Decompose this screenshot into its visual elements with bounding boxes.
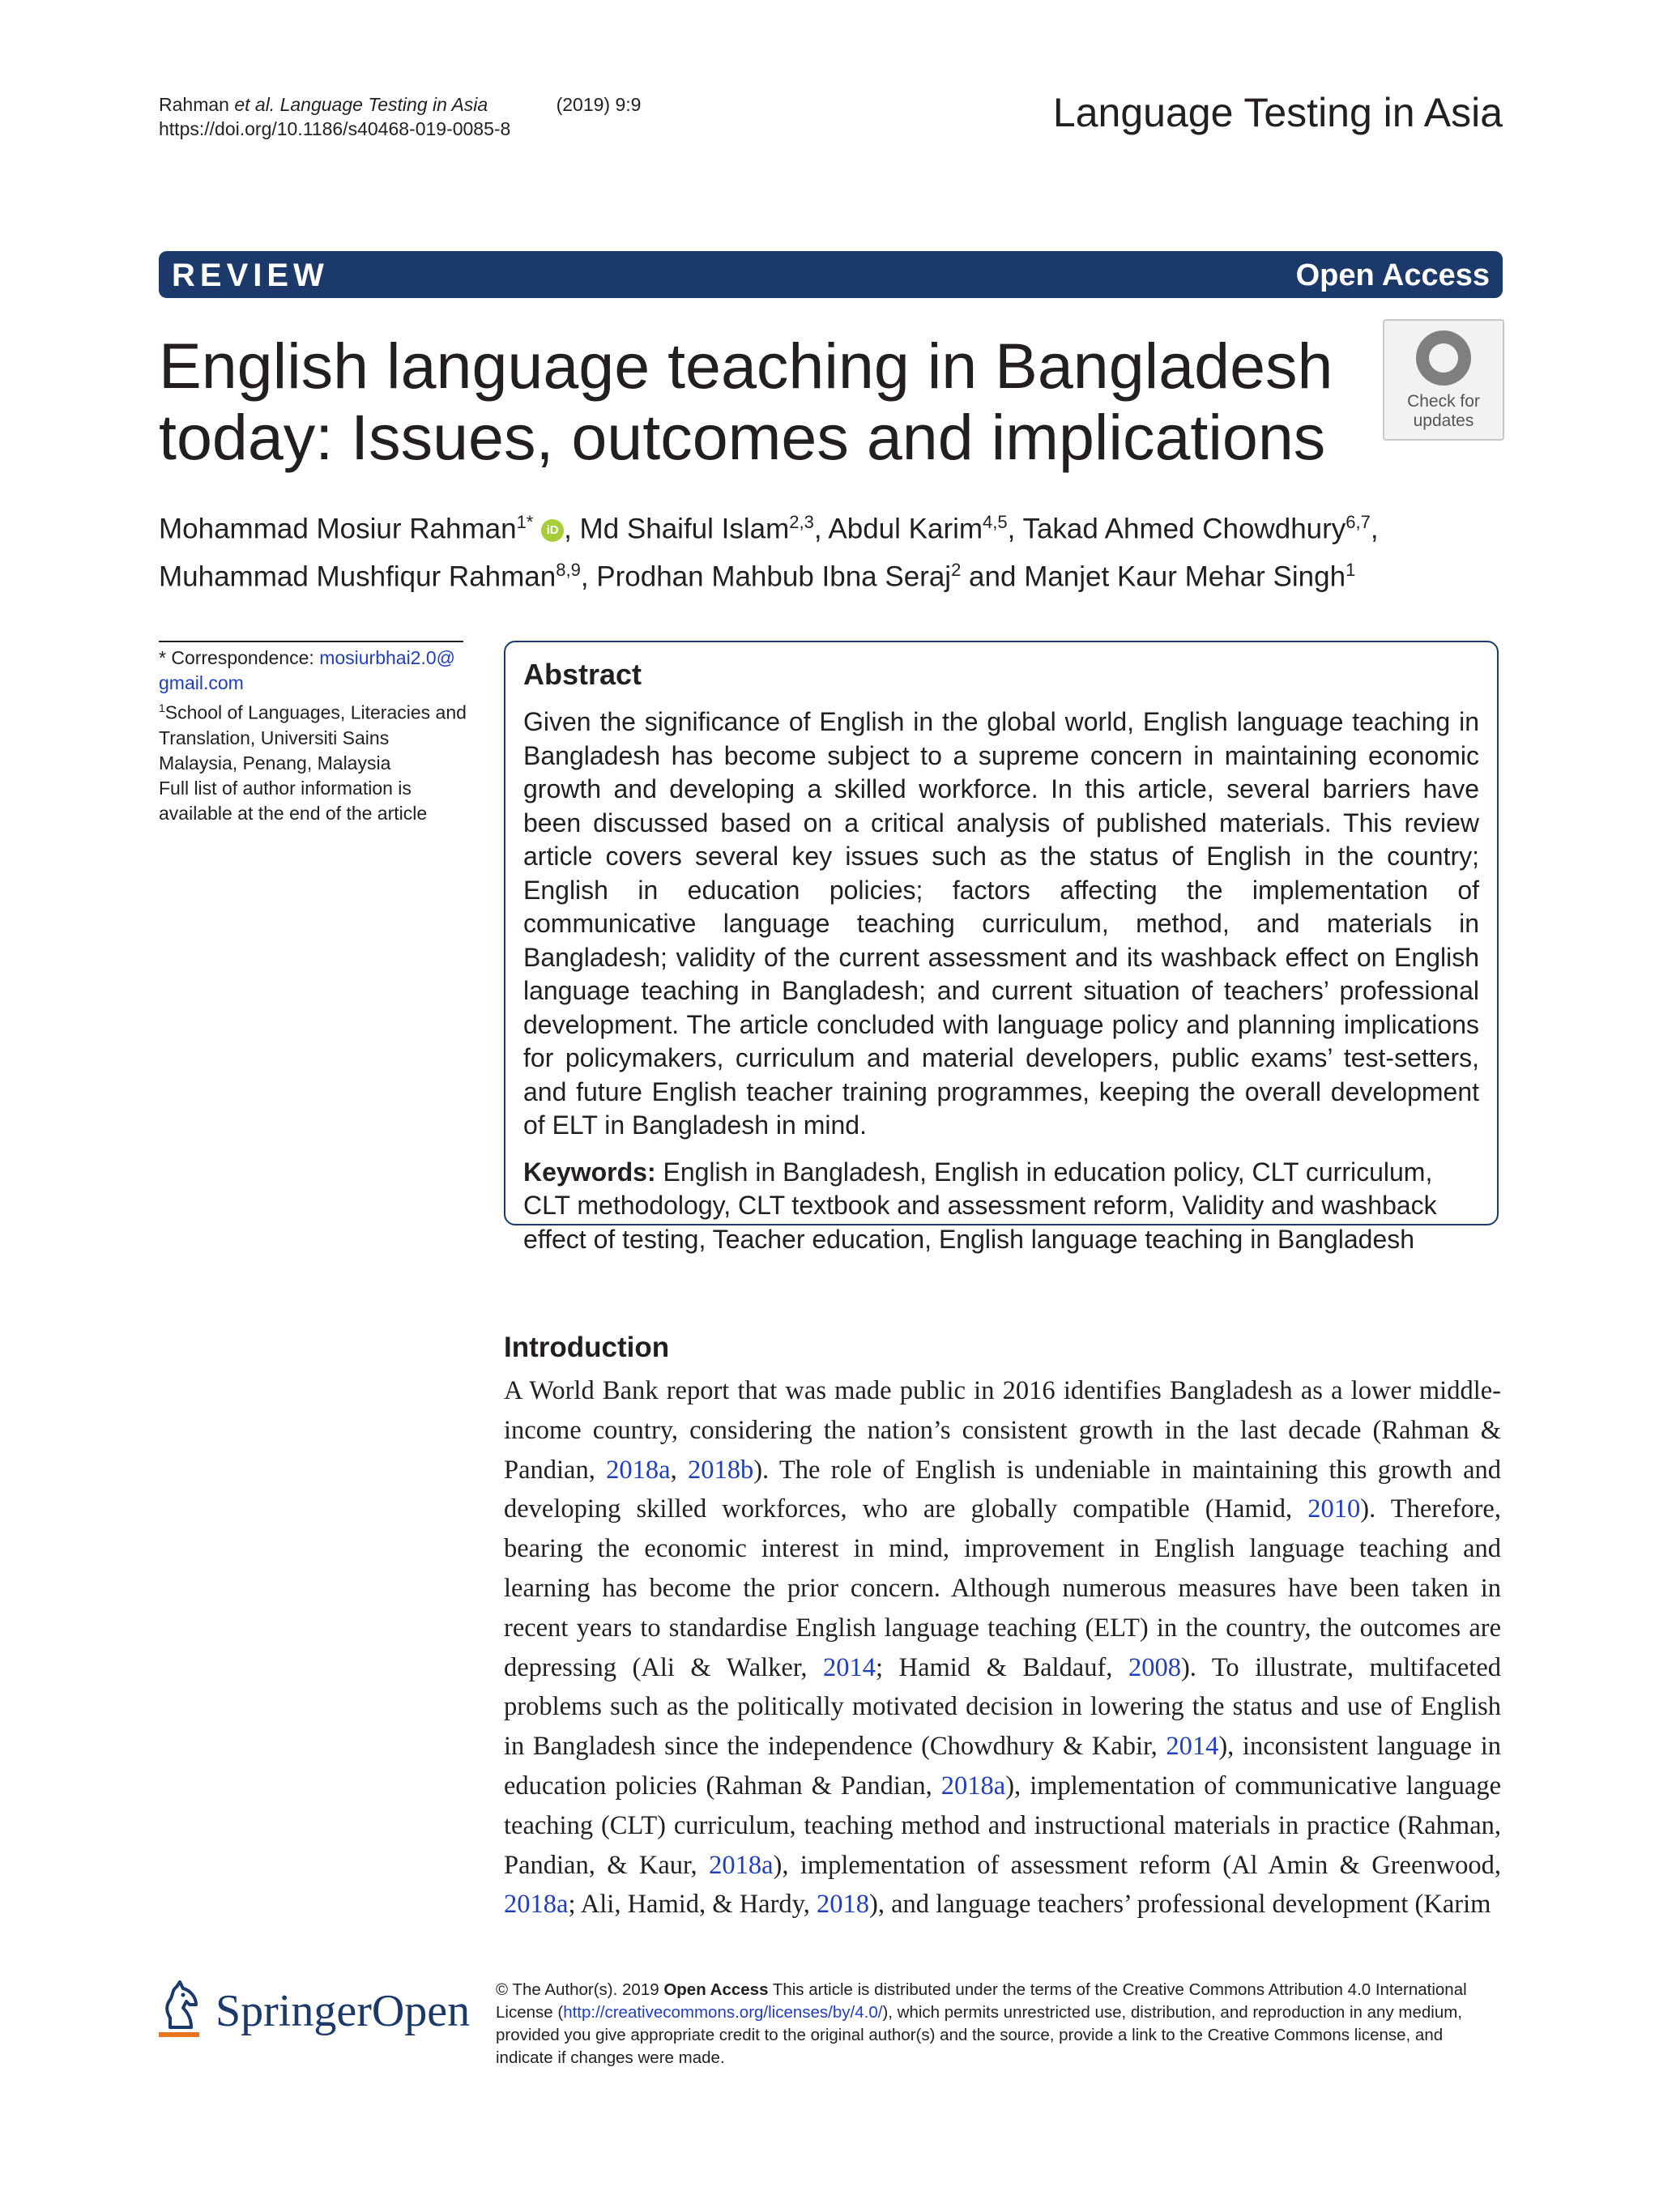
header-et-al: et al. <box>234 94 275 115</box>
body-text: , <box>670 1455 688 1485</box>
author-name[interactable]: Takad Ahmed Chowdhury <box>1022 513 1346 545</box>
sidebar-divider <box>159 641 463 642</box>
header-doi-link[interactable]: https://doi.org/10.1186/s40468-019-0085-8 <box>159 118 511 139</box>
citation-link[interactable]: 2014 <box>1166 1732 1219 1762</box>
correspondence-sidebar <box>159 646 467 826</box>
citation-link[interactable]: 2018a <box>606 1455 671 1485</box>
body-text: ). The role of English is undeniable in maintaining this growth and developing skilled workforces, who are globally compatible (Hamid, <box>504 1455 1501 1524</box>
orcid-icon[interactable]: iD <box>541 519 564 542</box>
check-updates-icon <box>1416 330 1471 386</box>
author-affiliation-sup: 2,3 <box>789 512 814 532</box>
introduction-body <box>504 1371 1501 1924</box>
body-text: ; Ali, Hamid, & Hardy, <box>568 1890 817 1920</box>
body-text: ; Hamid & Baldauf, <box>876 1652 1128 1682</box>
abstract-box <box>504 641 1499 1254</box>
body-text: ), implementation of assessment reform (Al Amin & Greenwood, <box>773 1850 1501 1880</box>
author-affiliation-sup: 4,5 <box>983 512 1008 532</box>
citation-link[interactable]: 2018b <box>687 1455 754 1485</box>
introduction-heading: Introduction <box>504 1332 670 1363</box>
author-affiliation-sup: 1* <box>516 512 534 532</box>
citation-line <box>159 92 641 117</box>
correspondence-label: * Correspondence: <box>159 647 314 668</box>
journal-name: Language Testing in Asia <box>1052 90 1503 135</box>
body-text: A World Bank report that was made public in 2016 identifies Bangladesh as a lower middle-income country, considering the nation’s consistent growth in the last decade (Rahman & Pandian, <box>504 1376 1501 1485</box>
citation-link[interactable]: 2008 <box>1128 1652 1181 1682</box>
affiliation-sup: 1 <box>159 701 165 714</box>
article-type-banner <box>159 251 1503 298</box>
header-journal: Language Testing in Asia <box>279 94 488 115</box>
license-text-2: ), which permits unrestricted use, distribution, and reproduction in any medium, provided you give appropriate credit to the original author(s) and the source, provide a link to the Creative Commons license, and indicate if changes were made. <box>496 2003 1462 2067</box>
author-name[interactable]: Md Shaiful Islam <box>579 513 790 545</box>
check-updates-line-1: Check for <box>1407 392 1480 411</box>
author-name[interactable]: Prodhan Mahbub Ibna Seraj <box>596 560 952 593</box>
citation-link[interactable]: 2018a <box>709 1850 774 1880</box>
citation-link[interactable]: 2018 <box>817 1890 870 1920</box>
license-url-link[interactable]: http://creativecommons.org/licenses/by/4.0/ <box>563 2003 883 2022</box>
publisher-name: Springer <box>215 1986 372 2036</box>
title-line-2: today: Issues, outcomes and implications <box>159 401 1326 473</box>
body-text: ), and language teachers’ professional development (Karim <box>869 1890 1491 1920</box>
abstract-heading: Abstract <box>523 658 642 691</box>
author-name[interactable]: Abdul Karim <box>828 513 983 545</box>
citation-link[interactable]: 2018a <box>504 1890 569 1920</box>
correspondence-email-link[interactable]: mosiurbhai2.0@ gmail.com <box>159 647 456 693</box>
author-affiliation-sup: 1 <box>1346 559 1356 580</box>
header-citation: (2019) 9:9 <box>556 94 642 115</box>
body-text: ). Therefore, bearing the economic interest in mind, improvement in English language teaching and learning has become the prior concern. Although numerous measures have been taken in recent years to standardise English language teaching (ELT) in the country, the outcomes are depressing (Ali & Walker, <box>504 1494 1501 1682</box>
check-updates-line-2: updates <box>1413 411 1474 430</box>
body-text: ). To illustrate, multifaceted problems such as the politically motivated decision in lowering the status and use of English in Bangladesh since the independence (Chowdhury & Kabir, <box>504 1652 1501 1762</box>
keywords <box>523 1156 1479 1257</box>
abstract-text: Given the significance of English in the global world, English language teaching in Bangladesh has become subject to a supreme concern in maintaining economic growth and developing a skilled workforce. In this article, several barriers have been discussed based on a critical analysis of published materials. This review article covers several key issues such as the status of English in the country; English in education policies; factors affecting the implementation of communicative language teaching curriculum, method, and materials in Bangladesh; validity of the current assessment and its washback effect on English language teaching in Bangladesh; and current situation of teachers’ professional development. The article concluded with language policy and planning implications for policymakers, curriculum and material developers, public exams’ test-setters, and future English teacher training programmes, keeping the overall development of ELT in Bangladesh in mind. <box>523 707 1479 1140</box>
header-author: Rahman <box>159 94 229 115</box>
publisher-open: Open <box>371 1986 471 2036</box>
affiliation-text: School of Languages, Literacies and Translation, Universiti Sains Malaysia, Penang, Malaysia <box>159 701 467 774</box>
author-affiliation-sup: 2 <box>951 559 962 580</box>
author-name[interactable]: Mohammad Mosiur Rahman <box>159 513 517 545</box>
horse-knight-icon <box>159 1980 207 2032</box>
author-name[interactable]: Muhammad Mushfiqur Rahman <box>159 560 557 593</box>
author-list: Mohammad Mosiur Rahman$^{1*}$ iD , Md Shaiful Islam$^{2,3}$, Abdul Karim$^{4,5}$, Takad Ahmed Chowdhury$^{6,7}$, Muhammad Mushfiqur Rahman$^{8,9}$, Prodhan Mahbub Ibna Seraj$^2$ and Manjet Kaur Mehar Singh$^1$ <box>159 512 1379 593</box>
keywords-label: Keywords: <box>523 1157 656 1187</box>
title-line-1: English language teaching in Bangladesh <box>159 330 1333 402</box>
author-affiliation-sup: 8,9 <box>556 559 581 580</box>
article-title <box>159 330 1333 473</box>
author-affiliation-sup: 6,7 <box>1346 512 1371 532</box>
body-text: ), inconsistent language in education policies (Rahman & Pandian, <box>504 1732 1501 1801</box>
springer-open-logo <box>159 1980 471 2045</box>
check-for-updates-button[interactable] <box>1383 319 1504 441</box>
copyright-text: © The Author(s). 2019 <box>496 1980 659 1999</box>
logo-underline <box>159 2032 199 2037</box>
author-name[interactable]: Manjet Kaur Mehar Singh <box>1024 560 1346 593</box>
license-statement <box>496 1979 1494 2069</box>
running-header <box>159 92 641 141</box>
open-access-label: Open Access <box>1295 258 1490 292</box>
license-text-1: This article is distributed under the terms of the Creative Commons Attribution 4.0 International License ( <box>496 1980 1467 2022</box>
article-type-label: REVIEW <box>172 258 329 293</box>
citation-link[interactable]: 2010 <box>1307 1494 1361 1524</box>
body-text: ), implementation of communicative language teaching (CLT) curriculum, teaching method and instructional materials in practice (Rahman, Pandian, & Kaur, <box>504 1771 1501 1880</box>
citation-link[interactable]: 2014 <box>823 1652 876 1682</box>
keywords-list: English in Bangladesh, English in education policy, CLT curriculum, CLT methodology, CLT textbook and assessment reform, Validity and washback effect of testing, Teacher education, English language teaching in Bangladesh <box>523 1157 1437 1254</box>
citation-link[interactable]: 2018a <box>940 1771 1006 1801</box>
author-info-note: Full list of author information is available at the end of the article <box>159 777 428 824</box>
open-access-text: Open Access <box>663 1980 769 1999</box>
